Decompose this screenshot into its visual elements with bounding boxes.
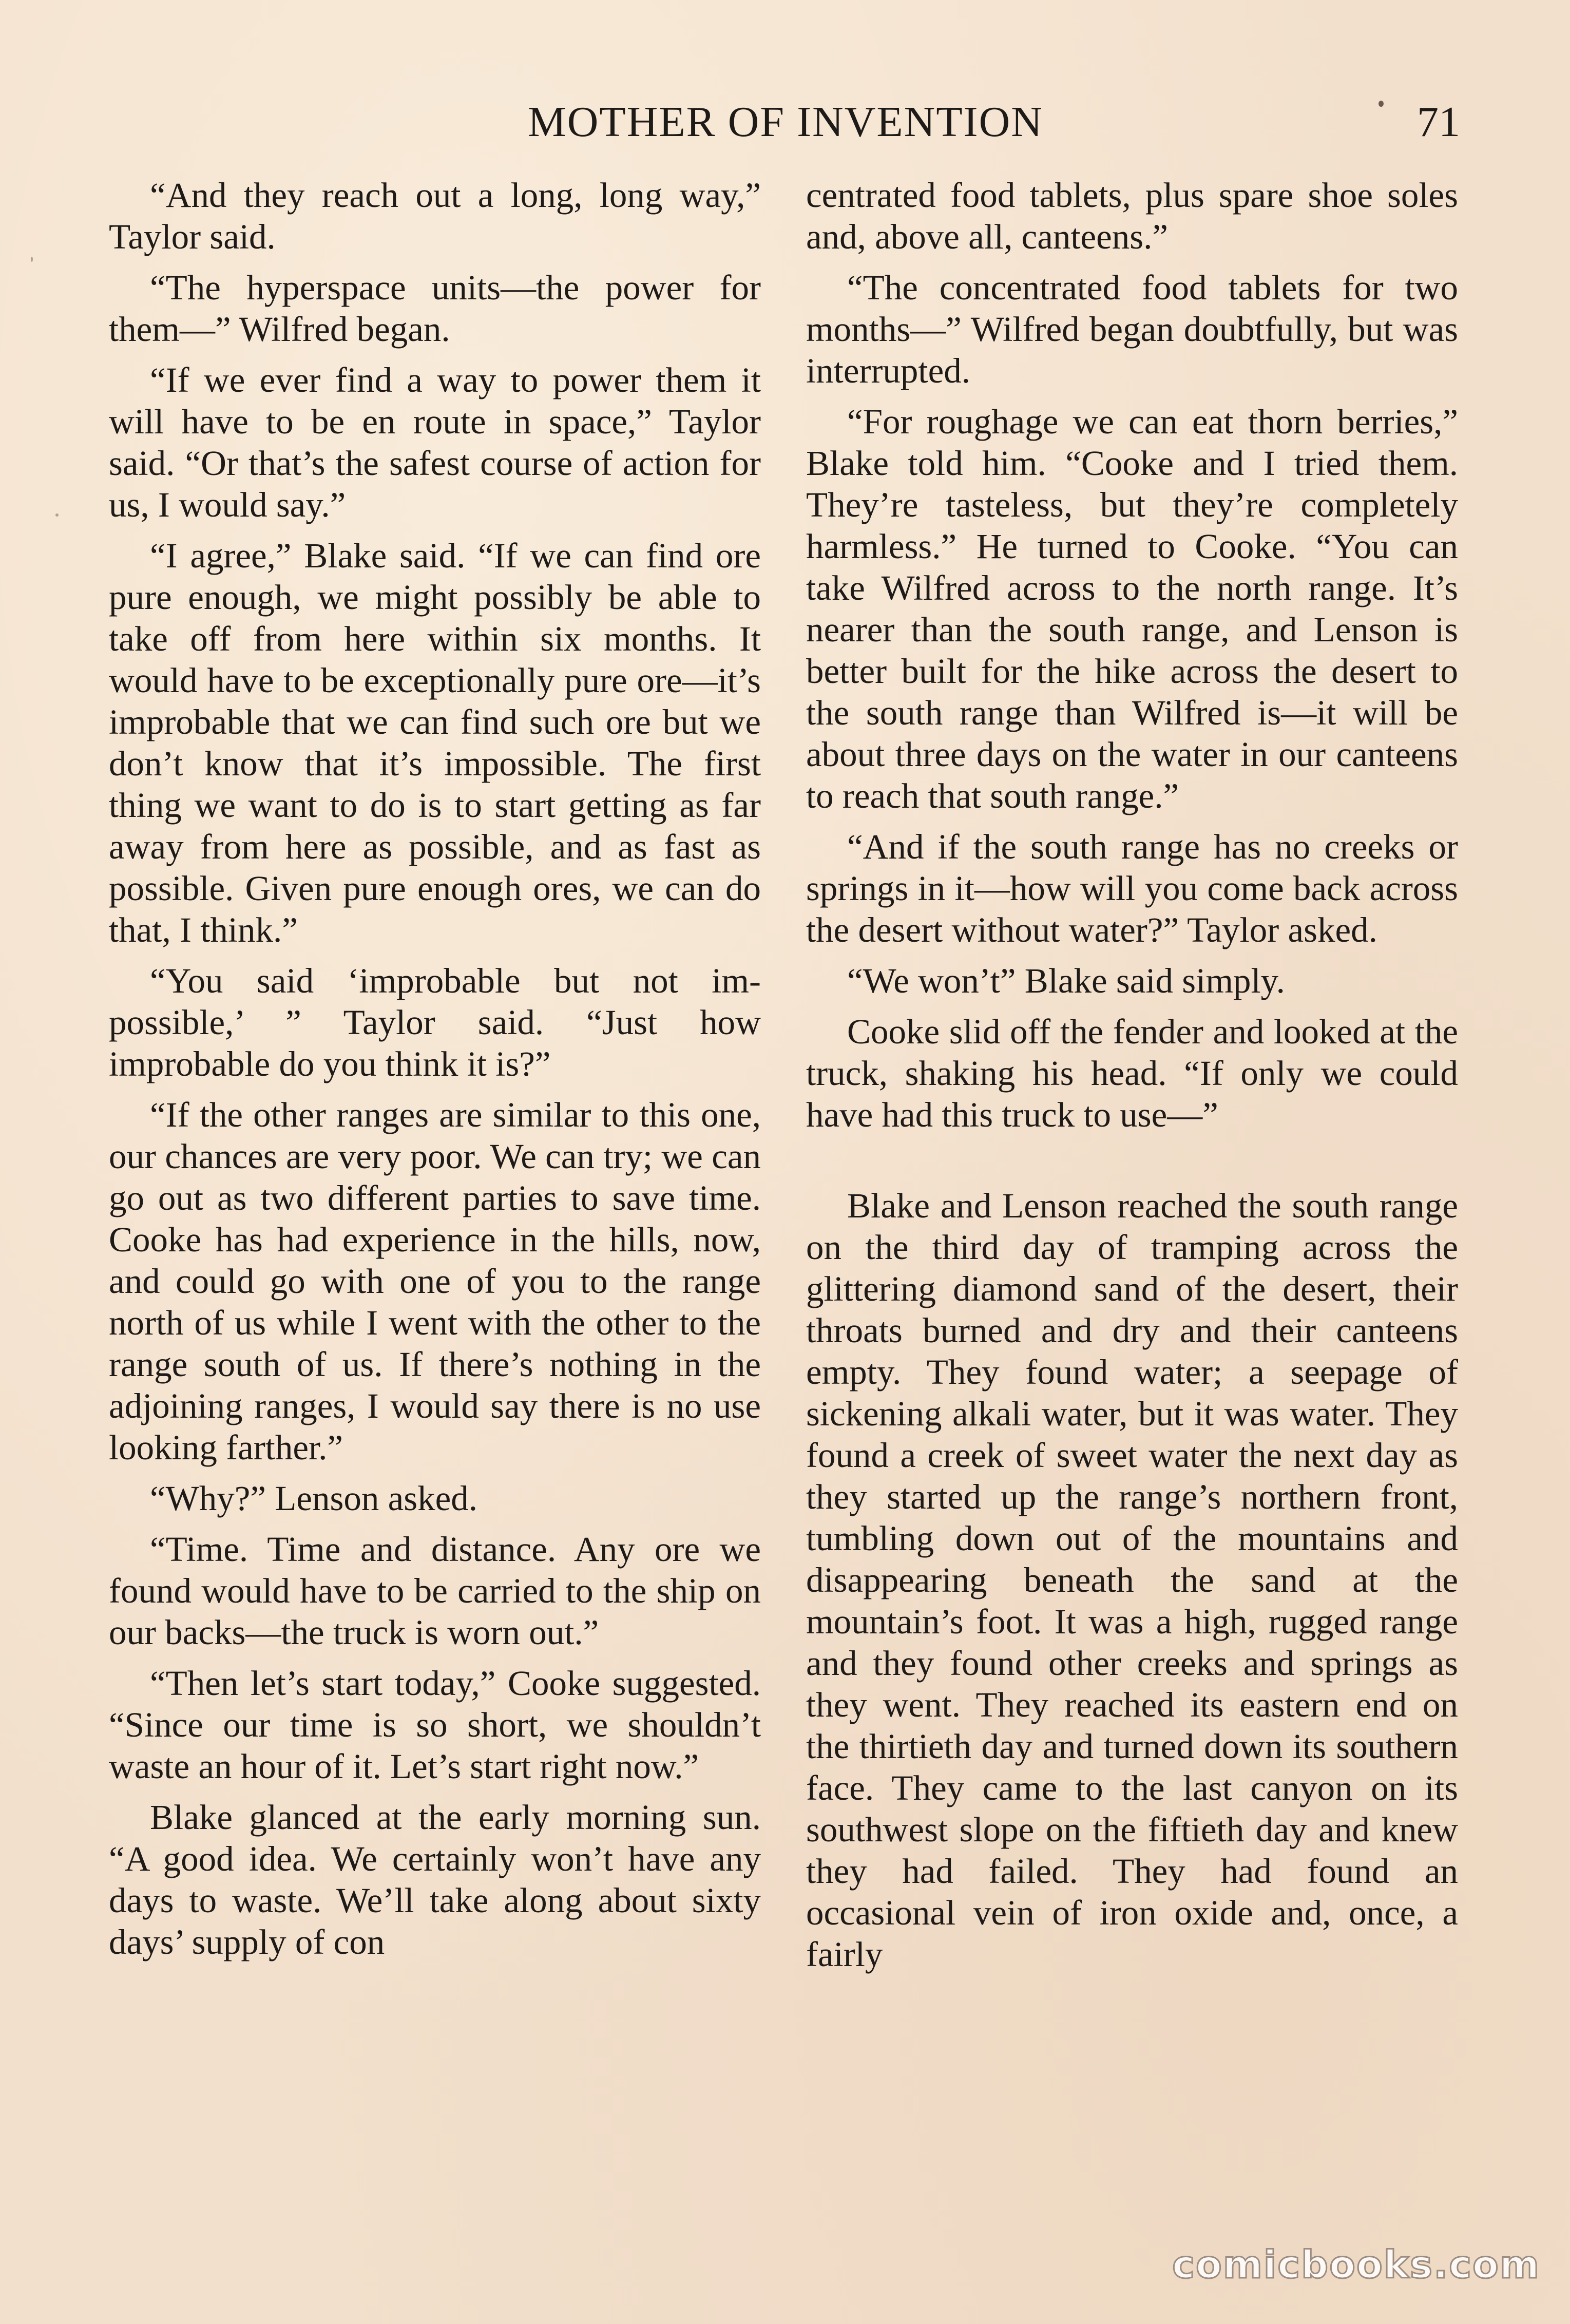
- paper-speck: [55, 513, 59, 517]
- page-number: 71: [1417, 98, 1460, 146]
- paper-speck: [1378, 101, 1384, 107]
- paper-speck: [31, 257, 33, 262]
- paragraph: “We won’t” Blake said simply.: [847, 961, 1285, 1000]
- paragraph: “And they reach out a long, long way,” Taylor said.: [109, 176, 761, 256]
- paragraph: “Then let’s start today,” Cooke suggested. “Since our time is so short, we shouldn’t waste an hour of it. Let’s start right now.”: [109, 1664, 761, 1786]
- running-title: MOTHER OF INVENTION: [528, 98, 1043, 146]
- paragraph: Blake glanced at the early morning sun. “A good idea. We certainly won’t have any days to waste. We’ll take along about sixty days’ supply of con: [109, 1798, 761, 1961]
- paragraph: “If we ever find a way to power them it will have to be en route in space,” Taylor said. “Or that’s the safest course of action for us, I would say.”: [109, 360, 761, 524]
- paragraph: Cooke slid off the fender and looked at the truck, shaking his head. “If only we could have had this truck to use—”: [806, 1012, 1458, 1134]
- paragraph: “You said ‘improbable but not impossible,’ ” Taylor said. “Just how improbable do you think it is?”: [109, 961, 761, 1083]
- paragraph: “If the other ranges are similar to this one, our chances are very poor. We can try; we can go out as two different parties to save time. Cooke has had experience in the hills, now, and could go with one of you to the range north of us while I went with the other to the range south of us. If there’s nothing in the adjoining ranges, I would say there is no use looking farther.”: [109, 1095, 761, 1467]
- paragraph: “I agree,” Blake said. “If we can find ore pure enough, we might possibly be able to take off from here within six months. It would have to be exceptionally pure ore—it’s improbable that we can find such ore but we don’t know that it’s impossible. The first thing we want to do is to start getting as far away from here as possible, and as fast as possible. Given pure enough ores, we can do that, I think.”: [109, 536, 761, 949]
- right-column: [806, 175, 1458, 1985]
- paragraph: “For roughage we can eat thorn berries,” Blake told him. “Cooke and I tried them. They’re tasteless, but they’re completely harmless.” He turned to Cooke. “You can take Wilfred across to the north range. It’s nearer than the south range, and Lenson is better built for the hike across the desert to the south range than Wilfred is—it will be about three days on the water in our canteens to reach that south range.”: [806, 402, 1458, 815]
- paragraph-section-start: Blake and Lenson reached the south range on the third day of tramping across the glittering diamond sand of the desert, their throats burned and dry and their canteens empty. They found water; a seepage of sickening alkali water, but it was water. They found a creek of sweet water the next day as they started up the range’s northern front, tumbling down out of the mountains and disappearing beneath the sand at the mountain’s foot. It was a high, rugged range and they found other creeks and springs as they went. They reached its eastern end on the thirtieth day and turned down its southern face. They came to the last canyon on its southwest slope on the fiftieth day and knew they had failed. They had found an occasional vein of iron oxide and, once, a fairly: [806, 1186, 1458, 1974]
- paragraph-continued: centrated food tablets, plus spare shoe soles and, above all, canteens.”: [806, 176, 1458, 256]
- paragraph: “Why?” Lenson asked.: [150, 1479, 477, 1518]
- paragraph: “And if the south range has no creeks or springs in it—how will you come back across the desert without water?” Taylor asked.: [806, 827, 1458, 949]
- left-column: [109, 175, 761, 1972]
- paragraph: “The hyperspace units—the power for them—” Wilfred began.: [109, 268, 761, 349]
- paragraph: “Time. Time and distance. Any ore we found would have to be carried to the ship on our backs—the truck is worn out.”: [109, 1530, 761, 1652]
- paragraph: “The concentrated food tablets for two months—” Wilfred began doubtfully, but was interrupted.: [806, 268, 1458, 390]
- watermark-logo: comicbooks.com: [1172, 2243, 1540, 2287]
